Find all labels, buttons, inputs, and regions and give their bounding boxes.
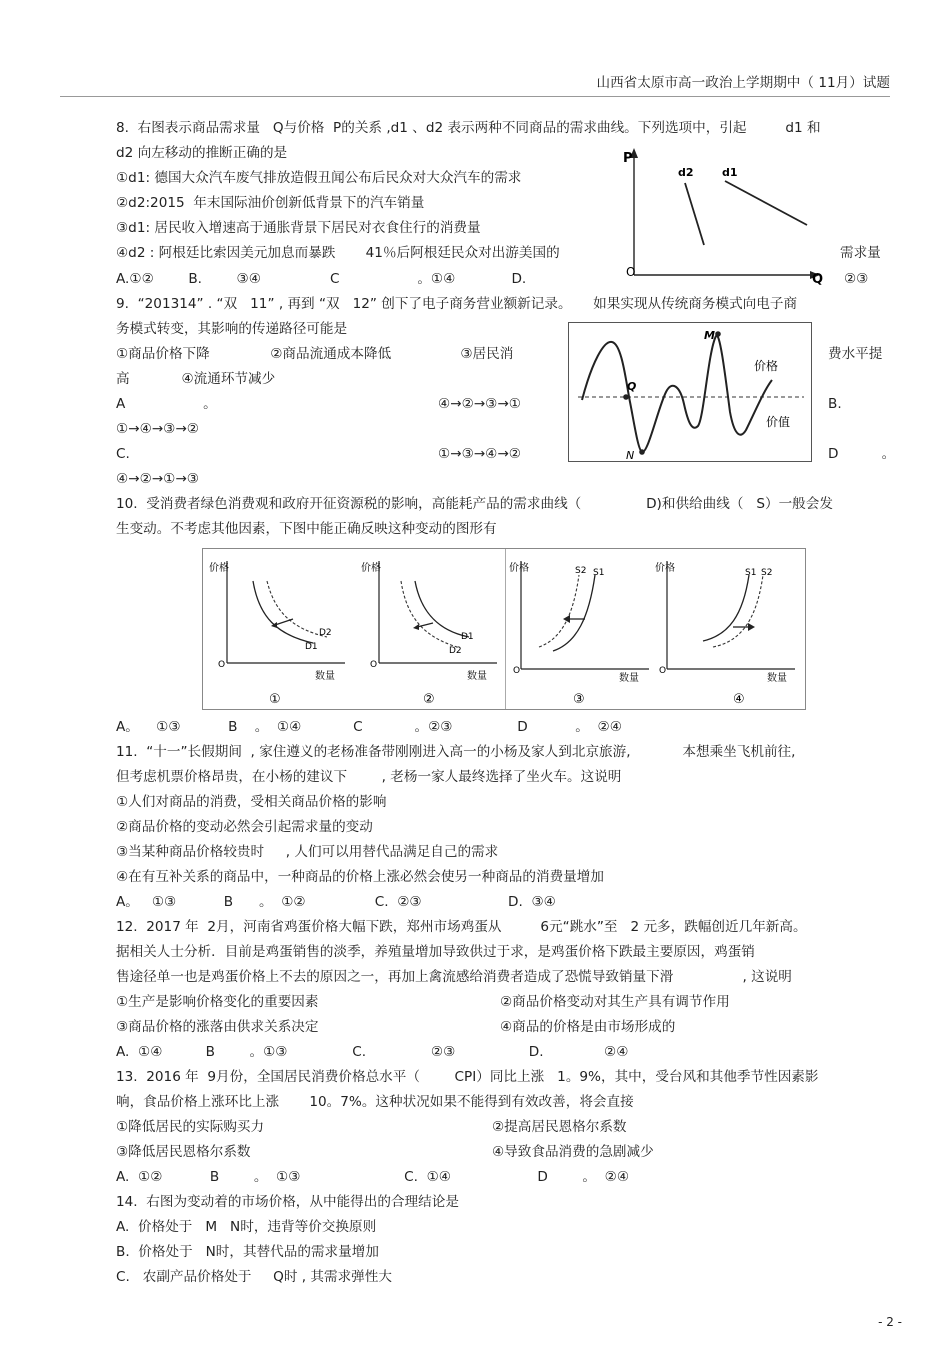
q13-option-2: ②提高居民恩格尔系数 [492,1119,627,1135]
q13-option-1: ①降低居民的实际购买力 [116,1119,265,1135]
label-M: M [704,329,715,342]
graph-1-y-label: 价格 [209,563,229,574]
graph-1 [205,551,355,707]
q8-choices: A.①② B. ③④ C 。①④ D. [116,271,527,287]
q12-stem-line2: 据相关人士分析．目前是鸡蛋销售的淡季，养殖量增加导致供过于求，是鸡蛋价格下跌最主要原因，鸡蛋销 [116,944,755,960]
q8-option-3: ③d1: 居民收入增速高于通胀背景下居民对衣食住行的消费量 [116,220,481,236]
q8-stem-line1: 8. 右图表示商品需求量 Q与价格 P的关系 ,d1 、d2 表示两种不同商品的需求曲线。下列选项中，引起 d1 和 [116,120,821,136]
graph-1-number: ① [269,692,281,707]
q8-origin-label: O [626,265,636,279]
page-number: - 2 - [878,1315,902,1329]
q9-stem-line2: 务模式转变，其影响的传递路径可能是 [116,321,348,337]
graph-4-number: ④ [733,692,745,707]
q9-option-D-path: ④→②→①→③ [116,471,199,487]
q9-stem-line1: 9. “201314” . “双 11” , 再到 “双 12” 创下了电子商务营业额新记录。 如果实现从传统商务模式向电子商 [116,296,798,312]
q11-stem-line1: 11. “十一”长假期间 , 家住遵义的老杨准备带刚刚进入高一的小杨及家人到北京旅游, 本想乘坐飞机前往, [116,744,796,760]
graph-4 [655,551,805,707]
q9-line3-end: 费水平提 [828,346,883,362]
graph-3-label-c1: S2 [575,566,587,576]
q8-choices-end: ②③ [844,271,869,287]
graph-3-y-label: 价格 [509,563,529,574]
q8-option-4: ④d2 : 阿根廷比索因美元加息而暴跌 41％后阿根廷民众对出游美国的 [116,245,560,261]
graph-2-x-label: 数量 [467,671,487,682]
graph-2-curve-solid [415,581,469,637]
graph-4-y-label: 价格 [655,563,675,574]
q9-option-B-path: ①→④→③→② [116,421,199,437]
q10-stem-line1: 10. 受消费者绿色消费观和政府开征资源税的影响，高能耗产品的需求曲线（ D)和供给曲线（ S）一般会发 [116,496,833,512]
q8-x-axis-label: Q [812,272,824,287]
graph-1-label-c1: D2 [319,628,332,638]
q8-label-d2: d2 [678,166,694,179]
graph-4-curve-solid [703,575,749,641]
q11-stem-line2: 但考虑机票价格昂贵，在小杨的建议下 , 老杨一家人最终选择了坐火车。这说明 [116,769,622,785]
q13-option-3: ③降低居民恩格尔系数 [116,1144,251,1160]
q8-label-d1: d1 [722,166,738,179]
q9-line3: ①商品价格下降 ②商品流通成本降低 ③居民消 [116,346,514,362]
q13-stem-line2: 响，食品价格上涨环比上涨 10。7%。这种状况如果不能得到有效改善，将会直接 [116,1094,634,1110]
q9-option-D: D 。 [828,446,896,462]
q9-line4: 高 ④流通环节减少 [116,371,276,387]
q12-stem-line1: 12. 2017 年 2月，河南省鸡蛋价格大幅下跌，郑州市场鸡蛋从 6元“跳水”至 2 元多，跌幅创近几年新高。 [116,919,807,935]
q12-option-2: ②商品价格变动对其生产具有调节作用 [500,994,730,1010]
q14-price-value-figure [568,322,812,462]
q12-option-1: ①生产是影响价格变化的重要因素 [116,994,319,1010]
q11-option-2: ②商品价格的变动必然会引起需求量的变动 [116,819,373,835]
q11-option-3: ③当某种商品价格较贵时 , 人们可以用替代品满足自己的需求 [116,844,499,860]
q8-stem-line2: d2 向左移动的推断正确的是 [116,145,288,161]
graph-1-curve-dashed [267,581,327,637]
q13-option-4: ④导致食品消费的急剧减少 [492,1144,654,1160]
q8-option-1: ①d1: 德国大众汽车废气排放造假丑闻公布后民众对大众汽车的需求 [116,170,522,186]
q8-y-axis-label: P [623,151,633,166]
document-header: 山西省太原市高一政治上学期期中（ 11月）试题 [596,75,890,91]
label-Q: Q [627,380,637,393]
graph-3-curve-solid [553,575,595,651]
header-rule [60,96,890,97]
graph-2-label-c1: D1 [461,632,474,642]
q14-option-A: A. 价格处于 M N时，违背等价交换原则 [116,1219,377,1235]
graph-4-curve-dashed [713,575,763,647]
graph-2 [357,551,507,707]
graph-2-y-label: 价格 [361,563,381,574]
graph-3-label-c2: S1 [593,568,605,578]
q9-option-C: C. [116,446,130,462]
graph-2-origin: O [370,660,378,670]
q9-option-C-path: ①→③→④→② [438,446,521,462]
q9-option-A-path: ④→②→③→① [438,396,521,412]
graph-2-number: ② [423,692,435,707]
graph-4-origin: O [659,666,667,676]
q11-choices: A。 ①③ B 。 ①② C. ②③ D. ③④ [116,894,556,910]
q14-stem: 14. 右图为变动着的市场价格，从中能得出的合理结论是 [116,1194,459,1210]
q10-figure-panel [202,548,806,710]
q10-stem-line2: 生变动。不考虑其他因素，下图中能正确反映这种变动的图形有 [116,521,497,537]
graph-1-x-label: 数量 [315,671,335,682]
graph-1-curve-solid [253,581,313,643]
graph-3-number: ③ [573,692,585,707]
graph-3-origin: O [513,666,521,676]
label-value: 价值 [766,415,791,429]
graph-4-x-label: 数量 [767,673,787,684]
q12-choices: A. ①④ B 。①③ C. ②③ D. ②④ [116,1044,629,1060]
q8-option-2: ②d2:2015 年末国际油价创新低背景下的汽车销量 [116,195,425,211]
q11-option-1: ①人们对商品的消费，受相关商品价格的影响 [116,794,387,810]
q13-choices: A. ①② B 。 ①③ C. ①④ D 。 ②④ [116,1169,630,1185]
q10-choices: A。 ①③ B 。 ①④ C 。②③ D 。 ②④ [116,719,622,735]
q12-stem-line3: 售途径单一也是鸡蛋价格上不去的原因之一，再加上禽流感给消费者造成了恐慌导致销量下滑 , 这说明 [116,969,792,985]
label-N: N [626,449,635,462]
graph-3 [509,551,659,707]
q13-stem-line1: 13. 2016 年 9月份，全国居民消费价格总水平（ CPI）同比上涨 1。9%，其中，受台风和其他季节性因素影 [116,1069,819,1085]
q9-option-B: B. [828,396,842,412]
q12-option-4: ④商品的价格是由市场形成的 [500,1019,676,1035]
label-price: 价格 [754,359,779,373]
graph-3-curve-dashed [539,575,579,647]
graph-2-label-c2: D2 [449,646,462,656]
graph-1-origin: O [218,660,226,670]
q14-option-B: B. 价格处于 N时，其替代品的需求量增加 [116,1244,379,1260]
q8-curve-d2 [685,183,704,245]
q11-option-4: ④在有互补关系的商品中，一种商品的价格上涨必然会使另一种商品的消费量增加 [116,869,604,885]
q14-option-C: C. 农副产品价格处于 Q时 , 其需求弹性大 [116,1269,392,1285]
q8-option-4-end: 需求量 [840,245,881,261]
q12-option-3: ③商品价格的涨落由供求关系决定 [116,1019,319,1035]
graph-4-label-c1: S1 [745,568,757,578]
graph-4-label-c2: S2 [761,568,773,578]
graph-3-x-label: 数量 [619,673,639,684]
q8-curve-d1 [725,181,807,225]
graph-1-label-c2: D1 [305,642,318,652]
q9-option-A: A 。 [116,396,217,412]
q8-demand-curve-figure [612,138,830,288]
